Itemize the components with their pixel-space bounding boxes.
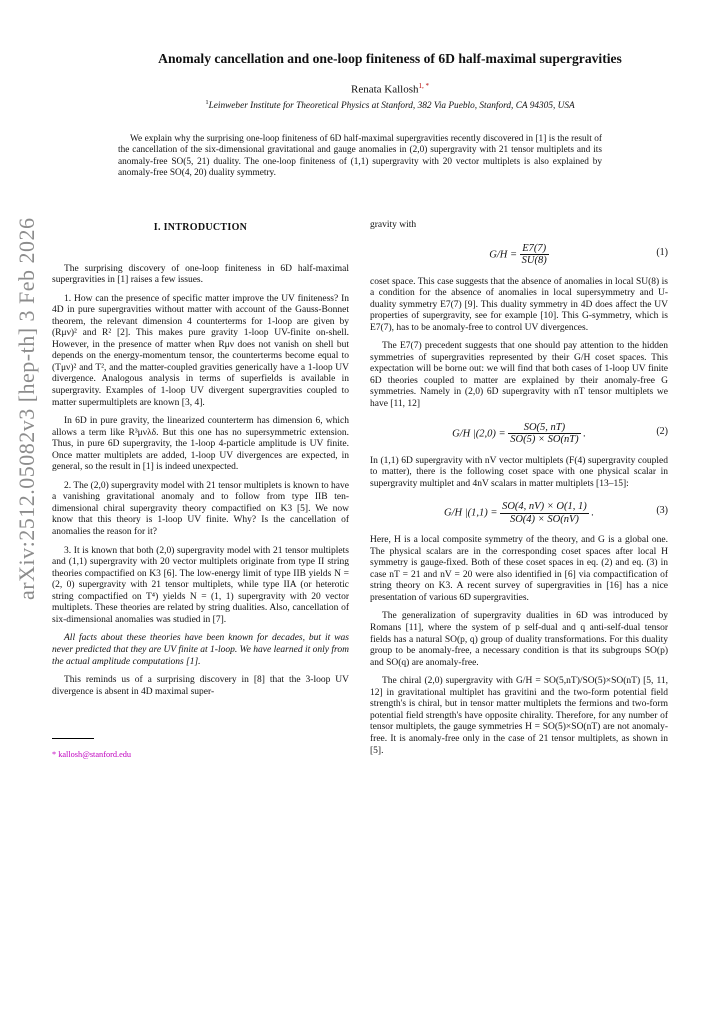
equation-body: G/H = $\frac{E7(7)}{SU(8)}$ xyxy=(489,242,547,267)
paragraph: coset space. This case suggests that the absence of anomalies in local SU(8) is a condition for the absence of anomalies in local supersymmetry and U-duality symmetry E7(7) [9]. This duality symmetry in 4D does affect the UV properties of supergravity, see for example [10]. This G-symmetry, which is E7(7), has to be anomaly-free to control UV divergences. xyxy=(370,276,668,333)
paragraph: In 6D in pure gravity, the linearized counterterm has dimension 6, which allows a term like R³μνλδ. But this one has no supersymmetric extension. Thus, in pure 6D supergravity, the 1-loop 4-particle amplitude is UV finite. Once matter multiplets are added, 1-loop UV divergences are expected, in general, so the result in [1] is indeed unexpected. xyxy=(52,416,349,473)
author-name: Renata Kallosh xyxy=(350,83,419,96)
paragraph: This reminds us of a surprising discovery in [8] that the 3-loop UV divergence is absent in 4D maximal super- xyxy=(52,675,349,697)
equation-numerator: SO(5, nT) xyxy=(508,422,580,435)
paragraph: The generalization of supergravity dualities in 6D was introduced by Romans [11], where the system of p self-dual and q anti-self-dual tensor fields has a natural SO(p, q) group of duality transformations. For this duality group to be anomaly-free, a necessary condition is that its subgroups SO(p) and SO(q) are anomaly-free. xyxy=(370,611,668,668)
equation-fraction xyxy=(500,501,589,525)
equation-number: (3) xyxy=(656,505,668,517)
footnote-email[interactable]: * kallosh@stanford.edu xyxy=(52,750,132,760)
paragraph: Here, H is a local composite symmetry of the theory, and G is a global one. The physical scalars are in the corresponding coset spaces after local H symmetry is gauge-fixed. Both of these coset spaces in eq. (2) and eq. (3) in case nT = 21 and nV = 20 were also identified in [6] via compactification of string theory on K3. A recent survey of supergravities in [16] has a nice presentation of various 6D supergravities. xyxy=(370,535,668,603)
equation-1 xyxy=(370,239,668,269)
equation-body: G/H |(1,1) = $\frac{SO(4, nV) \times O(1, 1)}{SO(4) \times SO(nV)}$ . xyxy=(444,501,594,525)
paper-title: Anomaly cancellation and one-loop finiteness of 6D half-maximal supergravities xyxy=(158,51,622,66)
arxiv-identifier: arXiv:2512.05082v3 [hep-th] 3 Feb 2026 xyxy=(14,217,39,600)
paragraph: The E7(7) precedent suggests that one should pay attention to the hidden symmetries of supergravities represented by their G/H coset spaces. This expectation will be borne out: we will find that both cases of 1-loop UV finite 6D theories coupled to matter are explained by their anomaly-free G symmetries. Namely in (2,0) 6D supergravity with nT tensor multiplets we have [11, 12] xyxy=(370,341,668,410)
equation-number: (1) xyxy=(656,246,668,258)
paragraph: The surprising discovery of one-loop finiteness in 6D half-maximal supergravities in [1] raises a few issues. xyxy=(52,263,349,286)
paragraph: 3. It is known that both (2,0) supergravity model with 21 tensor multiplets and (1,1) supergravity with 20 vector multiplets originate from type II string theories compactified on K3 [6]. The low-energy limit of type IIB yields N = (2, 0) supergravity with 21 tensor multiplets, while type IIA (or heterotic string compactified on T⁴) yields N = (1, 1) supergravity with 20 vector multiplets. These theories are related by string dualities. Also, cancellation of six-dimensional anomalies was studied in [7]. xyxy=(52,545,349,625)
paragraph: gravity with xyxy=(370,220,417,230)
equation-body: G/H |(2,0) = $\frac{SO(5, nT)}{SO(5) \times SO(nT)}$ . xyxy=(452,421,586,446)
section-heading: I. INTRODUCTION xyxy=(153,222,248,233)
equation-3 xyxy=(370,497,668,527)
equation-fraction xyxy=(508,422,580,446)
equation-lhs: G/H |(1,1) xyxy=(444,507,488,519)
paragraph: 2. The (2,0) supergravity model with 21 tensor multiplets is known to have a vanishing gravitational anomaly and to follow from type IIB ten-dimensional chiral supergravity theory compactified on K3 [5]. We now know that this theory is 1-loop UV finite. Why? Is the cancellation of anomalies the reason for it? xyxy=(52,480,349,538)
paragraph: The chiral (2,0) supergravity with G/H = SO(5,nT)/SO(5)×SO(nT) [5, 11, 12] in gravitational multiplet has gravitini and the two-form potential field strength's is chiral, but in tensor matter multiplets the fermions and two-form potential field strength's have opposite chirality. Therefore, for any number of tensor multiplets, the gauge symmetries H = SO(5)×SO(nT) are not anomaly-free. It is anomaly-free only in the case of 21 tensor multiplets, as shown in [5]. xyxy=(370,676,668,756)
paragraph: 1. How can the presence of specific matter improve the UV finiteness? In 4D in pure supergravities without matter with account of the Gauss-Bonnet theorem, the relevant dimension 4 counterterms for 1-loop are given by (Rμν)² and R² [2]. This makes pure gravity 1-loop UV-finite on-shell. However, in the presence of matter when Rμν does not vanish on shell but depends on the energy-momentum tensor, the counterterms become equal to (Tμν)² and T², and the matter-coupled gravities generically have a 1-loop UV divergence. Analogous analysis in terms of superfields is available in supergravity. Examples of 1-loop UV divergent supergravities coupled to matter supermultiplets are known [3, 4]. xyxy=(52,293,349,408)
abstract: We explain why the surprising one-loop finiteness of 6D half-maximal supergravities recently discovered in [1] is the result of the cancellation of the six-dimensional gravitational and gauge anomalies in (2,0) supergravity with 21 tensor multiplets and its anomaly-free SO(5, 21) duality. The one-loop finiteness of (1,1) supergravity with 20 vector multiplets is also explained by anomaly-free SO(4, 20) duality symmetry. xyxy=(118,134,602,179)
equation-numerator: E7(7) xyxy=(520,243,549,256)
right-column xyxy=(370,220,668,764)
equation-denominator: SO(4) × SO(nV) xyxy=(509,513,579,525)
author-marks: 1, * xyxy=(418,82,429,90)
author-line xyxy=(70,82,710,96)
equation-number: (2) xyxy=(656,425,668,437)
footnote-rule xyxy=(52,738,94,739)
equation-lhs: G/H xyxy=(489,249,508,260)
affiliation-mark: 1 xyxy=(205,99,209,106)
equation-denominator: SO(5) × SO(nT) xyxy=(510,434,579,446)
equation-fraction xyxy=(520,243,549,267)
left-column xyxy=(52,220,349,761)
paragraph-italic: All facts about these theories have been known for decades, but it was never predicted that they are UV finite at 1-loop. We have learned it only from the actual amplitude computations [1]. xyxy=(52,633,349,667)
equation-denominator: SU(8) xyxy=(521,255,547,267)
affiliation-text: Leinweber Institute for Theoretical Physics at Stanford, 382 Via Pueblo, Stanford, CA 94305, USA xyxy=(208,101,575,112)
paragraph: In (1,1) 6D supergravity with nV vector multiplets (F(4) supergravity coupled to matter), there is the following coset space with one physical scalar in supergravity multiplet and 4nV scalars in matter multiplets [13–15]: xyxy=(370,455,668,489)
equation-numerator: SO(4, nV) × O(1, 1) xyxy=(502,501,587,513)
affiliation-line xyxy=(70,99,710,111)
equation-lhs: G/H |(2,0) xyxy=(452,428,496,440)
equation-2 xyxy=(370,418,668,448)
